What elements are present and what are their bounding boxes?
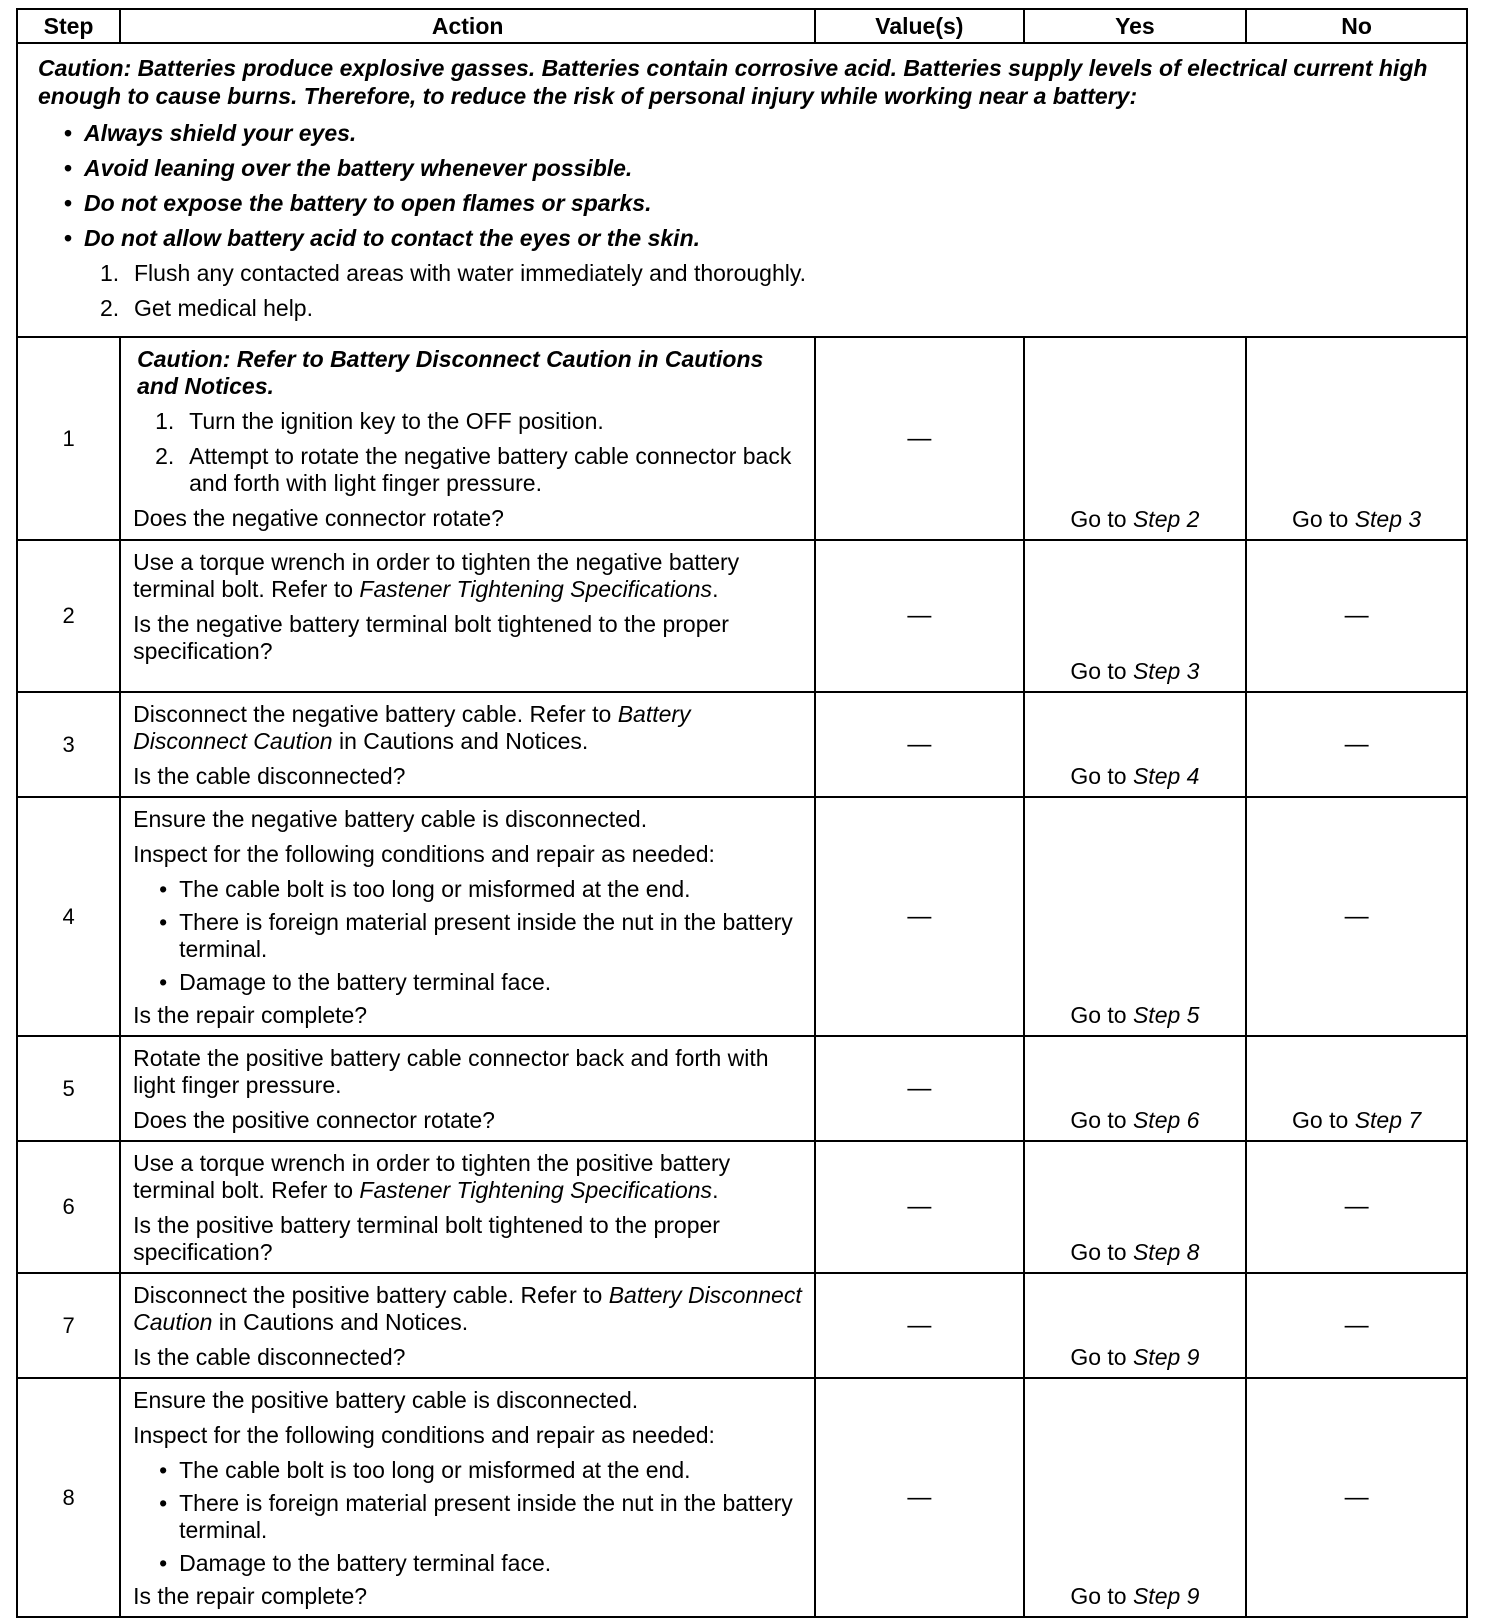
step-row-5 [17,1036,1467,1141]
yes-step-link[interactable]: Step 4 [1132,763,1200,789]
step-number: 4 [17,797,120,1036]
yes-cell [1024,1036,1247,1141]
caution-step [100,291,1450,326]
action-cell [120,1141,815,1273]
header-row [17,9,1467,43]
action-cell [120,1273,815,1378]
yes-step-link[interactable]: Step 6 [1132,1107,1200,1133]
yes-step-link[interactable]: Step 2 [1132,506,1200,532]
step-number: 8 [17,1378,120,1617]
action-cell [120,540,815,692]
action-item-text: Attempt to rotate the negative battery cable connector back and forth with light finger pressure. [189,443,792,496]
yes-step-link[interactable]: Step 9 [1132,1583,1200,1609]
caution-step-number: 2. [100,295,120,321]
action-bullet-list [133,876,804,996]
value-cell: — [815,1378,1023,1617]
header-action: Action [120,9,815,43]
action-text: Rotate the positive battery cable connector back and forth with light finger pressure. [133,1045,769,1098]
step-number: 3 [17,692,120,797]
action-bullet: • The cable bolt is too long or misformed at the end. [179,876,804,903]
header-step: Step [17,9,120,43]
action-inspect: Inspect for the following conditions and repair as needed: [133,1422,715,1448]
goto-prefix: Go to [1070,1583,1133,1609]
step-number: 5 [17,1036,120,1141]
no-step-link[interactable]: Step 3 [1354,506,1422,532]
action-question: Is the positive battery terminal bolt tightened to the proper specification? [133,1212,720,1265]
caution-cell [17,43,1467,337]
action-cell [120,797,815,1036]
caution-step [100,256,1450,291]
action-reference: Fastener Tightening Specifications [359,1177,713,1203]
no-step-link[interactable]: Step 7 [1354,1107,1422,1133]
action-text [133,1150,804,1204]
action-ensure: Ensure the negative battery cable is disconnected. [133,806,648,832]
action-text-part: . [712,576,719,602]
value-cell: — [815,337,1023,540]
action-item-number: 2. [155,443,175,469]
yes-cell [1024,540,1247,692]
step-number: 6 [17,1141,120,1273]
action-bullet: • Damage to the battery terminal face. [179,1550,804,1577]
value-cell: — [815,1036,1023,1141]
yes-step-link[interactable]: Step 9 [1132,1344,1200,1370]
value-cell: — [815,1273,1023,1378]
action-question: Is the cable disconnected? [133,763,406,789]
action-caution: Caution: Refer to Battery Disconnect Caution in Cautions and Notices. [137,346,764,399]
caution-step-list [38,256,1450,326]
action-bullet: • The cable bolt is too long or misformed at the end. [179,1457,804,1484]
no-cell: — [1246,692,1467,797]
yes-cell [1024,1378,1247,1617]
caution-bullet: • Avoid leaning over the battery whenever possible. [84,151,1450,186]
action-bullet: • There is foreign material present inside the nut in the battery terminal. [179,909,804,963]
caution-title: Caution: Batteries produce explosive gasses. Batteries contain corrosive acid. Batteries supply levels of electrical current high enough to cause burns. Therefore, to reduce the risk of personal injury while working near a battery: [38,55,1428,109]
header-yes: Yes [1024,9,1247,43]
goto-prefix: Go to [1070,658,1133,684]
action-question: Is the repair complete? [133,1583,368,1609]
yes-cell [1024,1273,1247,1378]
step-row-8 [17,1378,1467,1617]
action-text [133,701,804,755]
action-question: Is the repair complete? [133,1002,368,1028]
yes-cell [1024,692,1247,797]
no-cell: — [1246,540,1467,692]
action-text-part: Disconnect the positive battery cable. Refer to [133,1282,609,1308]
action-bullet-list [133,1457,804,1577]
action-question: Is the cable disconnected? [133,1344,406,1370]
step-number: 1 [17,337,120,540]
action-reference: Fastener Tightening Specifications [359,576,713,602]
action-bullet: • Damage to the battery terminal face. [179,969,804,996]
yes-step-link[interactable]: Step 5 [1132,1002,1200,1028]
action-text-part: in Cautions and Notices. [332,728,589,754]
step-row-3 [17,692,1467,797]
action-item-number: 1. [155,408,175,434]
step-number: 2 [17,540,120,692]
value-cell: — [815,797,1023,1036]
diagnostic-table [16,8,1468,1618]
goto-prefix: Go to [1070,506,1133,532]
step-row-6 [17,1141,1467,1273]
step-row-4 [17,797,1467,1036]
yes-step-link[interactable]: Step 3 [1132,658,1200,684]
value-cell: — [815,692,1023,797]
no-cell: — [1246,1378,1467,1617]
action-text-part: in Cautions and Notices. [212,1309,469,1335]
step-row-1 [17,337,1467,540]
action-text [133,549,804,603]
action-text-part: Disconnect the negative battery cable. Refer to [133,701,618,727]
step-row-7 [17,1273,1467,1378]
yes-cell [1024,797,1247,1036]
goto-prefix: Go to [1070,763,1133,789]
goto-prefix: Go to [1292,1107,1355,1133]
action-reference: Battery Disconnect Caution [133,701,691,754]
no-cell [1246,337,1467,540]
yes-step-link[interactable]: Step 8 [1132,1239,1200,1265]
action-reference: Battery Disconnect Caution [133,1282,802,1335]
step-number: 7 [17,1273,120,1378]
value-cell: — [815,1141,1023,1273]
action-item-text: Turn the ignition key to the OFF position. [189,408,604,434]
action-numbered-list [133,408,804,497]
yes-cell [1024,1141,1247,1273]
yes-cell [1024,337,1247,540]
action-cell [120,1036,815,1141]
goto-prefix: Go to [1070,1239,1133,1265]
action-item [155,443,804,497]
caution-step-number: 1. [100,260,120,286]
caution-step-text: Flush any contacted areas with water immediately and thoroughly. [134,260,807,286]
action-text-part: Use a torque wrench in order to tighten the positive battery terminal bolt. Refer to [133,1150,731,1203]
goto-prefix: Go to [1070,1107,1133,1133]
action-text-part: Use a torque wrench in order to tighten the negative battery terminal bolt. Refer to [133,549,740,602]
caution-bullet: • Do not allow battery acid to contact the eyes or the skin. [84,221,1450,256]
action-text-part: . [712,1177,719,1203]
goto-prefix: Go to [1070,1002,1133,1028]
action-ensure: Ensure the positive battery cable is disconnected. [133,1387,639,1413]
goto-prefix: Go to [1292,506,1355,532]
caution-row [17,43,1467,337]
no-cell: — [1246,1273,1467,1378]
value-cell: — [815,540,1023,692]
caution-bullet-list [38,116,1450,256]
caution-bullet: • Do not expose the battery to open flames or sparks. [84,186,1450,221]
action-cell [120,337,815,540]
action-question: Does the positive connector rotate? [133,1107,495,1133]
action-inspect: Inspect for the following conditions and repair as needed: [133,841,715,867]
caution-bullet: • Always shield your eyes. [84,116,1450,151]
action-text [133,1282,804,1336]
action-bullet: • There is foreign material present inside the nut in the battery terminal. [179,1490,804,1544]
no-cell: — [1246,1141,1467,1273]
no-cell [1246,1036,1467,1141]
goto-prefix: Go to [1070,1344,1133,1370]
action-item [155,408,804,435]
caution-step-text: Get medical help. [134,295,313,321]
action-question: Does the negative connector rotate? [133,505,504,531]
no-cell: — [1246,797,1467,1036]
step-row-2 [17,540,1467,692]
header-values: Value(s) [815,9,1023,43]
action-cell [120,1378,815,1617]
header-no: No [1246,9,1467,43]
action-question: Is the negative battery terminal bolt tightened to the proper specification? [133,611,729,664]
action-cell [120,692,815,797]
